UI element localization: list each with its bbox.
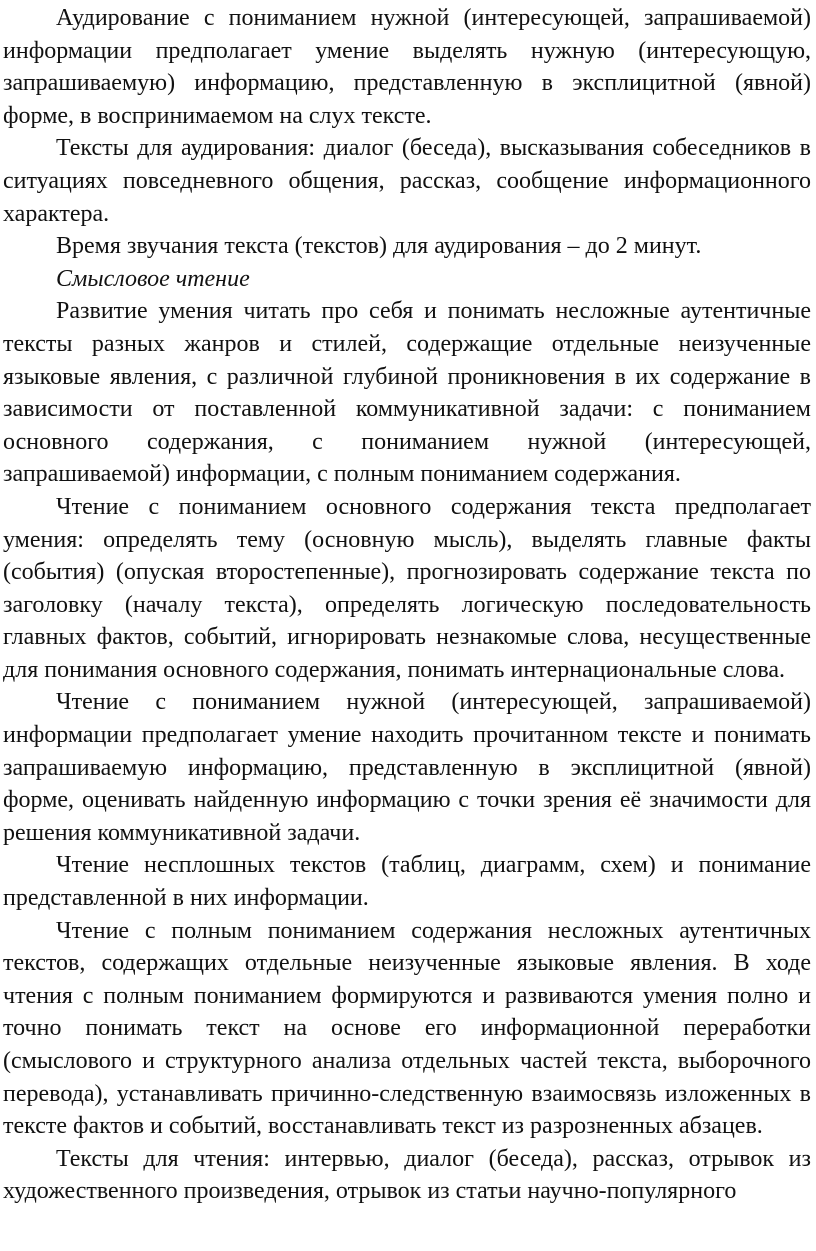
paragraph-reading-main-content: Чтение с пониманием основного содержания текста предполагает умения: определять тему (основную мысль), выделять главные факты (события) (опуская второстепенные), прогнозировать содержание текста по заголовку (началу текста), определять логическую последовательность главных фактов, событий, игнорировать незнакомые слова, несущественные для понимания основного содержания, понимать интернациональные слова.	[3, 493, 811, 683]
paragraph-listening-specific-info: Аудирование с пониманием нужной (интересующей, запрашиваемой) информации предполагает умение выделять нужную (интересующую, запрашиваемую) информацию, представленную в эксплицитной (явной) форме, в воспринимаемом на слух тексте.	[3, 5, 811, 129]
paragraph-reading-texts: Тексты для чтения: интервью, диалог (беседа), рассказ, отрывок из художественного произведения, отрывок из статьи научно-популярного	[3, 1145, 811, 1205]
paragraph-non-continuous-texts: Чтение несплошных текстов (таблиц, диаграмм, схем) и понимание представленной в них информации.	[3, 852, 811, 912]
paragraph-full-comprehension: Чтение с полным пониманием содержания несложных аутентичных текстов, содержащих отдельные неизученные языковые явления. В ходе чтения с полным пониманием формируются и развиваются умения полно и точно понимать текст на основе его информационной переработки (смыслового и структурного анализа отдельных частей текста, выборочного перевода), устанавливать причинно-следственную взаимосвязь изложенных в тексте фактов и событий, восстанавливать текст из разрозненных абзацев.	[3, 917, 811, 1140]
document-page	[3, 2, 811, 1208]
paragraph-reading-specific-info: Чтение с пониманием нужной (интересующей, запрашиваемой) информации предполагает умение находить прочитанном тексте и понимать запрашиваемую информацию, представленную в эксплицитной (явной) форме, оценивать найденную информацию с точки зрения её значимости для решения коммуникативной задачи.	[3, 689, 811, 846]
section-heading-semantic-reading: Смысловое чтение	[56, 265, 250, 292]
paragraph-reading-development: Развитие умения читать про себя и понимать несложные аутентичные тексты разных жанров и стилей, содержащие отдельные неизученные языковые явления, с различной глубиной проникновения в их содержание в зависимости от поставленной коммуникативной задачи: с пониманием основного содержания, с пониманием нужной (интересующей, запрашиваемой) информации, с полным пониманием содержания.	[3, 298, 811, 488]
paragraph-listening-duration: Время звучания текста (текстов) для аудирования – до 2 минут.	[56, 233, 702, 260]
paragraph-listening-texts: Тексты для аудирования: диалог (беседа), высказывания собеседников в ситуациях повседневного общения, рассказ, сообщение информационного характера.	[3, 135, 811, 227]
